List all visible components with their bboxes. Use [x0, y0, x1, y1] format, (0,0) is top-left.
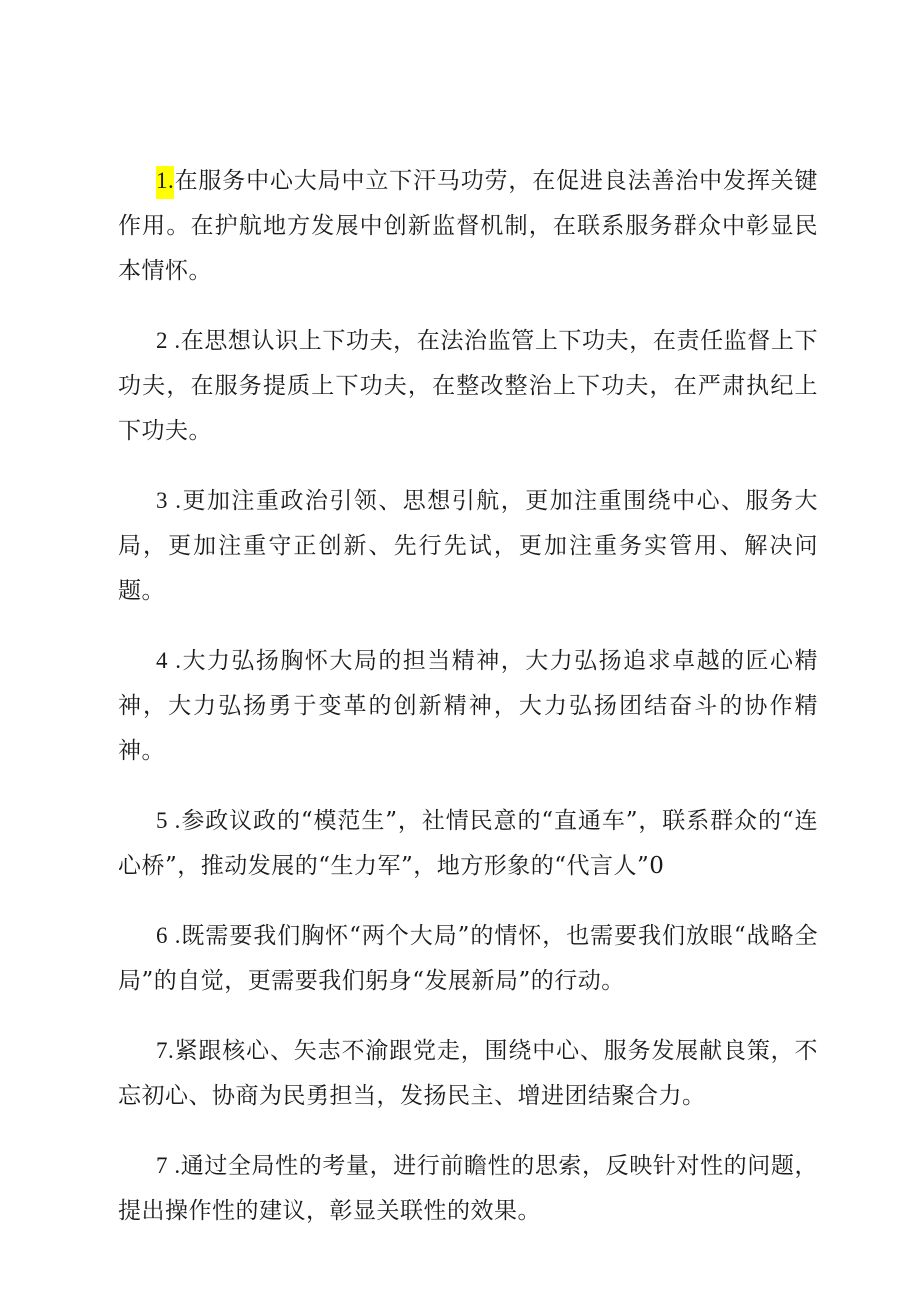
item-number: 7. — [156, 1038, 175, 1063]
list-item — [118, 638, 818, 774]
list-item — [118, 318, 818, 454]
list-item — [118, 798, 818, 889]
list-item — [118, 1028, 818, 1119]
item-number: 4 . — [156, 648, 182, 673]
list-item — [118, 478, 818, 614]
item-text: 紧跟核心、矢志不渝跟党走，围绕中心、服务发展献良策，不忘初心、协商为民勇担当，发扬民主、增进团结聚合力。 — [118, 1038, 818, 1109]
item-number: 3 . — [156, 488, 182, 513]
item-text: 大力弘扬胸怀大局的担当精神，大力弘扬追求卓越的匠心精神，大力弘扬勇于变革的创新精神，大力弘扬团结奋斗的协作精神。 — [118, 648, 819, 764]
item-text: 在服务中心大局中立下汗马功劳，在促进良法善治中发挥关键作用。在护航地方发展中创新监督机制，在联系服务群众中彰显民本情怀。 — [118, 168, 818, 284]
item-number: 5 . — [156, 808, 181, 833]
item-text: 通过全局性的考量，进行前瞻性的思索，反映针对性的问题，提出操作性的建议，彰显关联性的效果。 — [118, 1153, 819, 1224]
list-item — [118, 913, 818, 1004]
document-body — [118, 158, 818, 1258]
item-number: 7 . — [156, 1153, 181, 1178]
item-text: 既需要我们胸怀“两个大局”的情怀，也需要我们放眼“战略全局”的自觉，更需要我们躬身“发展新局”的行动。 — [118, 923, 819, 994]
item-number: 2 . — [156, 328, 181, 353]
list-item — [118, 1143, 818, 1234]
item-text: 参政议政的“模范生”，社情民意的“直通车”，联系群众的“连心桥”，推动发展的“生力军”，地方形象的“代言人”0 — [118, 808, 819, 879]
item-number: 6 . — [156, 923, 181, 948]
item-text: 在思想认识上下功夫，在法治监管上下功夫，在责任监督上下功夫，在服务提质上下功夫，在整改整治上下功夫，在严肃执纪上下功夫。 — [118, 328, 819, 444]
list-item — [118, 158, 818, 294]
item-number-highlighted: 1. — [156, 166, 174, 199]
item-text: 更加注重政治引领、思想引航，更加注重围绕中心、服务大局，更加注重守正创新、先行先试，更加注重务实管用、解决问题。 — [118, 488, 819, 604]
